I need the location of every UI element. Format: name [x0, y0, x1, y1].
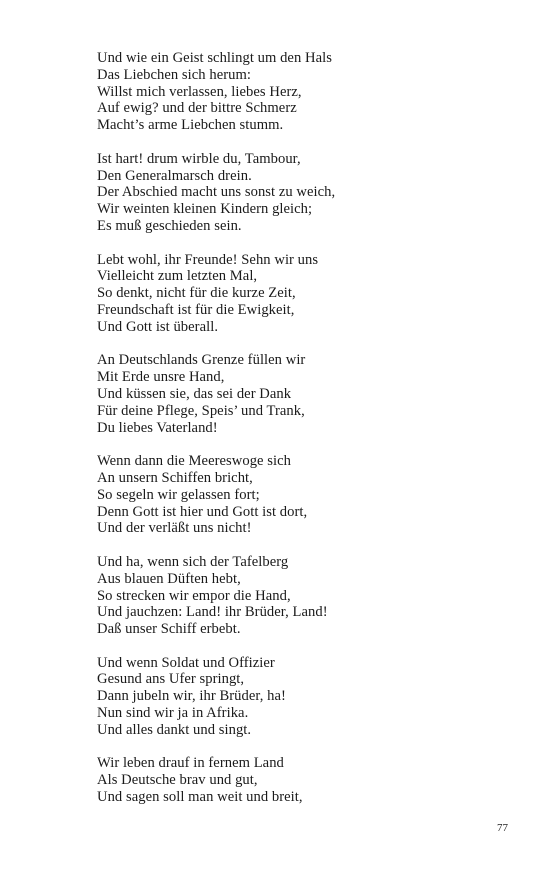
- poem-line: Als Deutsche brav und gut,: [97, 772, 258, 789]
- poem-line: Der Abschied macht uns sonst zu weich,: [97, 184, 336, 201]
- page-number: 77: [497, 822, 508, 834]
- stanza-8: [97, 755, 497, 805]
- poem-line: Du liebes Vaterland!: [97, 419, 218, 436]
- poem-line: Nun sind wir ja in Afrika.: [97, 705, 249, 722]
- poem-line: Wir weinten kleinen Kindern gleich;: [97, 201, 313, 218]
- poem-line: Vielleicht zum letzten Mal,: [97, 268, 258, 285]
- poem-line: Auf ewig? und der bittre Schmerz: [97, 100, 297, 117]
- poem-line: Willst mich verlassen, liebes Herz,: [97, 83, 302, 100]
- poem-line: Aus blauen Düften hebt,: [97, 570, 241, 587]
- poem-line: Denn Gott ist hier und Gott ist dort,: [97, 503, 308, 520]
- poem-line: So denkt, nicht für die kurze Zeit,: [97, 285, 296, 302]
- poem-line: Macht’s arme Liebchen stumm.: [97, 117, 284, 134]
- poem-line: Dann jubeln wir, ihr Brüder, ha!: [97, 688, 286, 705]
- poem-line: Für deine Pflege, Speis’ und Trank,: [97, 402, 305, 419]
- poem-line: So strecken wir empor die Hand,: [97, 587, 291, 604]
- poem-line: An unsern Schiffen bricht,: [97, 469, 253, 486]
- poem-line: Wenn dann die Meereswoge sich: [97, 453, 291, 470]
- poem-line: So segeln wir gelassen fort;: [97, 486, 260, 503]
- poem-line: Und sagen soll man weit und breit,: [97, 789, 303, 806]
- poem-line: Und küssen sie, das sei der Dank: [97, 385, 292, 402]
- stanza-4: [97, 352, 497, 436]
- poem-line: Mit Erde unsre Hand,: [97, 369, 225, 386]
- poem-text: [97, 50, 497, 823]
- stanza-1: [97, 50, 497, 134]
- poem-line: Freundschaft ist für die Ewigkeit,: [97, 301, 295, 318]
- poem-line: Lebt wohl, ihr Freunde! Sehn wir uns: [97, 251, 319, 268]
- stanza-7: [97, 655, 497, 739]
- stanza-2: [97, 151, 497, 235]
- stanza-6: [97, 554, 497, 638]
- poem-line: Und jauchzen: Land! ihr Brüder, Land!: [97, 604, 328, 621]
- stanza-5: [97, 453, 497, 537]
- stanza-3: [97, 252, 497, 336]
- poem-line: Den Generalmarsch drein.: [97, 167, 252, 184]
- poem-line: Das Liebchen sich herum:: [97, 66, 251, 83]
- poem-line: Es muß geschieden sein.: [97, 217, 242, 234]
- poem-line: Ist hart! drum wirble du, Tambour,: [97, 150, 301, 167]
- poem-line: Und wie ein Geist schlingt um den Hals: [97, 50, 332, 66]
- poem-line: Wir leben drauf in fernem Land: [97, 755, 284, 772]
- poem-line: An Deutschlands Grenze füllen wir: [97, 352, 306, 369]
- poem-line: Daß unser Schiff erbebt.: [97, 621, 241, 638]
- poem-line: Und Gott ist überall.: [97, 318, 219, 335]
- poem-line: Und der verläßt uns nicht!: [97, 520, 252, 537]
- poem-line: Und alles dankt und singt.: [97, 721, 252, 738]
- poem-line: Und wenn Soldat und Offizier: [97, 654, 275, 671]
- poem-line: Gesund ans Ufer springt,: [97, 671, 245, 688]
- poem-line: Und ha, wenn sich der Tafelberg: [97, 553, 289, 570]
